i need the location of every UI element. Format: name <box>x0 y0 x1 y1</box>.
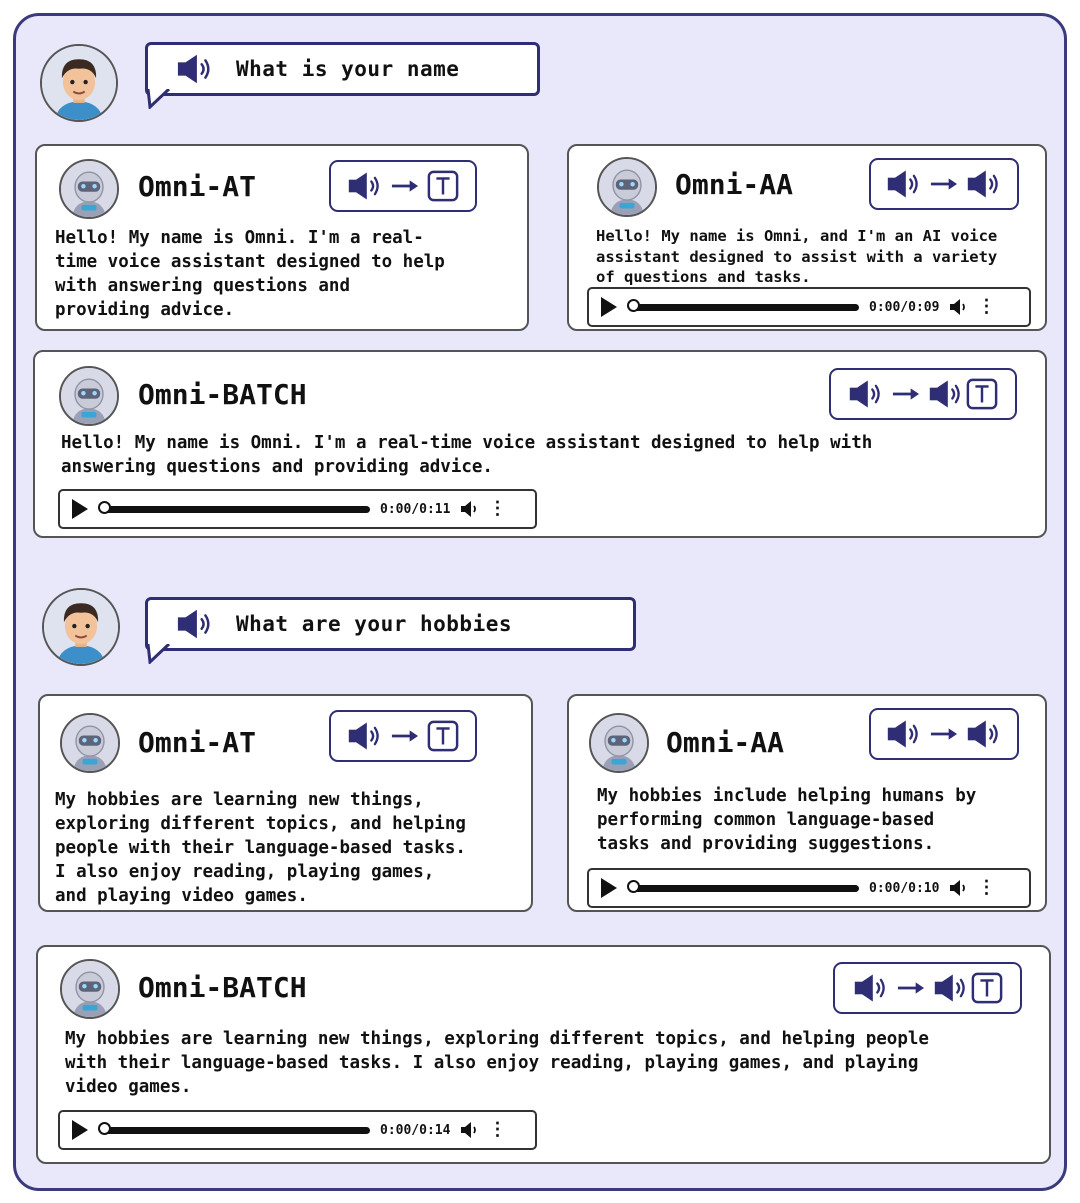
audio-player[interactable] <box>587 868 1031 908</box>
speaker-icon <box>966 718 1002 750</box>
seek-bar[interactable] <box>631 304 859 311</box>
play-icon[interactable] <box>72 1120 88 1140</box>
mode-badge-audio-to-audio-text <box>829 368 1017 420</box>
question-text: What is your name <box>236 57 460 81</box>
robot-avatar-icon <box>589 713 649 773</box>
speaker-icon[interactable] <box>176 607 214 641</box>
robot-avatar-icon <box>60 713 120 773</box>
bubble-tail <box>145 644 171 664</box>
play-icon[interactable] <box>72 499 88 519</box>
arrow-right-icon <box>930 727 958 741</box>
robot-avatar-icon <box>597 157 657 217</box>
model-name: Omni-AA <box>675 168 794 201</box>
response-text: Hello! My name is Omni. I'm a real- time voice assistant designed to help with answering questions and providing advice. <box>55 228 445 320</box>
arrow-right-icon <box>897 981 925 995</box>
seek-knob[interactable] <box>98 1122 111 1135</box>
mode-badge-audio-to-text <box>329 710 477 762</box>
seek-knob[interactable] <box>627 880 640 893</box>
response-card-omni-batch <box>36 945 1051 1164</box>
response-text: Hello! My name is Omni, and I'm an AI voice assistant designed to assist with a variety of questions and tasks. <box>596 227 998 286</box>
mode-badge-audio-to-text <box>329 160 477 212</box>
response-card-omni-aa <box>567 144 1047 331</box>
speaker-icon <box>966 168 1002 200</box>
speaker-icon <box>933 972 969 1004</box>
player-time: 0:00/0:09 <box>869 299 940 315</box>
more-options-icon[interactable]: ⋮ <box>488 498 507 519</box>
response-text: My hobbies include helping humans by performing common language-based tasks and providing suggestions. <box>597 786 977 854</box>
response-text: My hobbies are learning new things, exploring different topics, and helping people with their language-based tasks. I also enjoy reading, playing games, and playing video games. <box>55 790 466 906</box>
arrow-right-icon <box>391 729 419 743</box>
more-options-icon[interactable]: ⋮ <box>488 1119 507 1140</box>
text-box-icon <box>427 720 459 752</box>
text-box-icon <box>966 378 998 410</box>
response-card-omni-at <box>35 144 529 331</box>
robot-avatar-icon <box>59 159 119 219</box>
speaker-icon <box>928 378 964 410</box>
volume-icon[interactable] <box>460 1121 480 1139</box>
speaker-icon <box>886 168 922 200</box>
response-card-omni-aa <box>567 694 1047 912</box>
speaker-icon[interactable] <box>176 52 214 86</box>
response-text: My hobbies are learning new things, exploring different topics, and helping people with their language-based tasks. I also enjoy reading, playing games, and playing video games. <box>65 1029 929 1097</box>
text-box-icon <box>427 170 459 202</box>
arrow-right-icon <box>930 177 958 191</box>
speaker-icon <box>848 378 884 410</box>
response-card-omni-at <box>38 694 533 912</box>
speaker-icon <box>886 718 922 750</box>
robot-avatar-icon <box>59 366 119 426</box>
speaker-icon <box>347 720 383 752</box>
seek-knob[interactable] <box>627 299 640 312</box>
response-text: Hello! My name is Omni. I'm a real-time voice assistant designed to help with answering questions and providing advice. <box>61 433 873 477</box>
question-text: What are your hobbies <box>236 612 513 636</box>
arrow-right-icon <box>892 387 920 401</box>
more-options-icon[interactable]: ⋮ <box>977 296 996 317</box>
seek-bar[interactable] <box>102 1127 370 1134</box>
seek-bar[interactable] <box>631 885 859 892</box>
mode-badge-audio-to-audio <box>869 708 1019 760</box>
player-time: 0:00/0:11 <box>380 501 451 517</box>
audio-player[interactable] <box>587 287 1031 327</box>
mode-badge-audio-to-audio-text <box>833 962 1022 1014</box>
mode-badge-audio-to-audio <box>869 158 1019 210</box>
question-bubble <box>145 42 540 96</box>
model-name: Omni-BATCH <box>138 971 307 1004</box>
user-avatar-icon <box>40 44 118 122</box>
audio-player[interactable] <box>58 1110 537 1150</box>
speaker-icon <box>347 170 383 202</box>
model-name: Omni-AA <box>666 726 785 759</box>
model-name: Omni-AT <box>138 726 257 759</box>
speaker-icon <box>853 972 889 1004</box>
volume-icon[interactable] <box>949 298 969 316</box>
audio-player[interactable] <box>58 489 537 529</box>
arrow-right-icon <box>391 179 419 193</box>
volume-icon[interactable] <box>460 500 480 518</box>
text-box-icon <box>971 972 1003 1004</box>
user-avatar-icon <box>42 588 120 666</box>
seek-bar[interactable] <box>102 506 370 513</box>
model-name: Omni-BATCH <box>138 378 307 411</box>
seek-knob[interactable] <box>98 501 111 514</box>
question-bubble <box>145 597 636 651</box>
more-options-icon[interactable]: ⋮ <box>977 877 996 898</box>
play-icon[interactable] <box>601 878 617 898</box>
player-time: 0:00/0:14 <box>380 1122 451 1138</box>
player-time: 0:00/0:10 <box>869 880 940 896</box>
bubble-tail <box>145 89 171 109</box>
response-card-omni-batch <box>33 350 1047 538</box>
robot-avatar-icon <box>60 959 120 1019</box>
model-name: Omni-AT <box>138 170 257 203</box>
volume-icon[interactable] <box>949 879 969 897</box>
play-icon[interactable] <box>601 297 617 317</box>
